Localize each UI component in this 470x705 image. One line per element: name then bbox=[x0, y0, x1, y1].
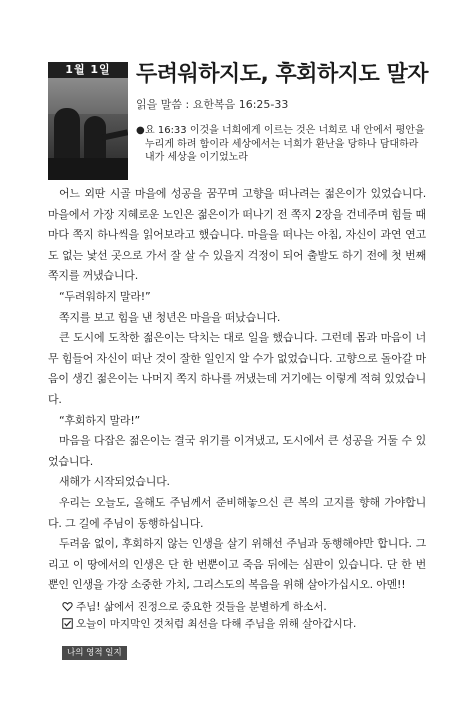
body-paragraph: 두려움 없이, 후회하지 않는 인생을 살기 위해선 주님과 동행해야만 합니다. 그리고 이 땅에서의 인생은 단 한 번뿐이고 죽음 뒤에는 심판이 있습니다. 단 한 번뿐인 인생을 가장 소중한 가치, 그리스도의 복음을 위해 살아가십시오. 아멘!! bbox=[48, 537, 426, 592]
body-paragraph: 큰 도시에 도착한 젊은이는 닥치는 대로 일을 했습니다. 그런데 몸과 마음이 너무 힘들어 자신이 떠난 것이 잘한 일인지 알 수가 없었습니다. 고향으로 돌아갈 마음이 생긴 젊은이는 나머지 쪽지 하나를 꺼냈는데 거기에는 이렇게 적혀 있었습니다. bbox=[48, 331, 426, 406]
body-paragraph: “후회하지 말라!” bbox=[59, 413, 141, 427]
check-box-icon bbox=[62, 618, 73, 629]
heart-icon bbox=[62, 601, 73, 612]
prayer-section bbox=[62, 599, 422, 633]
body-paragraph: 우리는 오늘도, 올해도 주님께서 준비해놓으신 큰 복의 고지를 향해 가야합니다. 그 길에 주님이 동행하십니다. bbox=[48, 495, 426, 530]
body-paragraph: 어느 외딴 시골 마을에 성공을 꿈꾸며 고향을 떠나려는 젊은이가 있었습니다. 마을에서 가장 지혜로운 노인은 젊은이가 떠나기 전 쪽지 2장을 건네주며 힘들 때마다 쪽지 하나씩을 읽어보라고 했습니다. 마을을 떠나는 아침, 자신이 과연 연고도 없는 낯선 곳으로 가서 잘 살 수 있을지 걱정이 되어 출발도 하기 전에 첫 번째 쪽지를 꺼냈습니다. bbox=[48, 187, 426, 283]
page-title: 두려워하지도, 후회하지도 말자 bbox=[136, 62, 428, 87]
action-text: 오늘이 마지막인 것처럼 최선을 다해 주님을 위해 살아갑시다. bbox=[76, 618, 357, 630]
bullet-icon: ● bbox=[136, 125, 145, 136]
prayer-text: 주님! 삶에서 진정으로 중요한 것들을 분별하게 하소서. bbox=[76, 601, 327, 613]
body-paragraph: 쪽지를 보고 힘을 낸 청년은 마을을 떠났습니다. bbox=[59, 310, 281, 324]
prayer-line bbox=[62, 599, 422, 616]
date-label: 1월 1일 bbox=[48, 62, 128, 78]
key-verse-text: 요 16:33 이것을 너희에게 이르는 것은 너희로 내 안에서 평안을 누리게 하려 함이라 세상에서는 너희가 환난을 당하나 담대하라 내가 세상을 이기었노라 bbox=[145, 125, 425, 163]
devotional-header bbox=[48, 62, 428, 180]
header-photo bbox=[48, 62, 128, 180]
devotional-body bbox=[48, 184, 426, 596]
spiritual-journal-label: 나의 영적 일지 bbox=[62, 646, 127, 660]
body-paragraph: 새해가 시작되었습니다. bbox=[59, 475, 170, 489]
body-paragraph: 마음을 다잡은 젊은이는 결국 위기를 이겨냈고, 도시에서 큰 성공을 거둘 수 있었습니다. bbox=[48, 434, 426, 468]
body-paragraph: “두려워하지 말라!” bbox=[59, 289, 151, 303]
key-verse bbox=[136, 124, 428, 165]
reading-reference: 읽을 말씀 : 요한복음 16:25-33 bbox=[136, 98, 289, 111]
action-line bbox=[62, 616, 422, 633]
